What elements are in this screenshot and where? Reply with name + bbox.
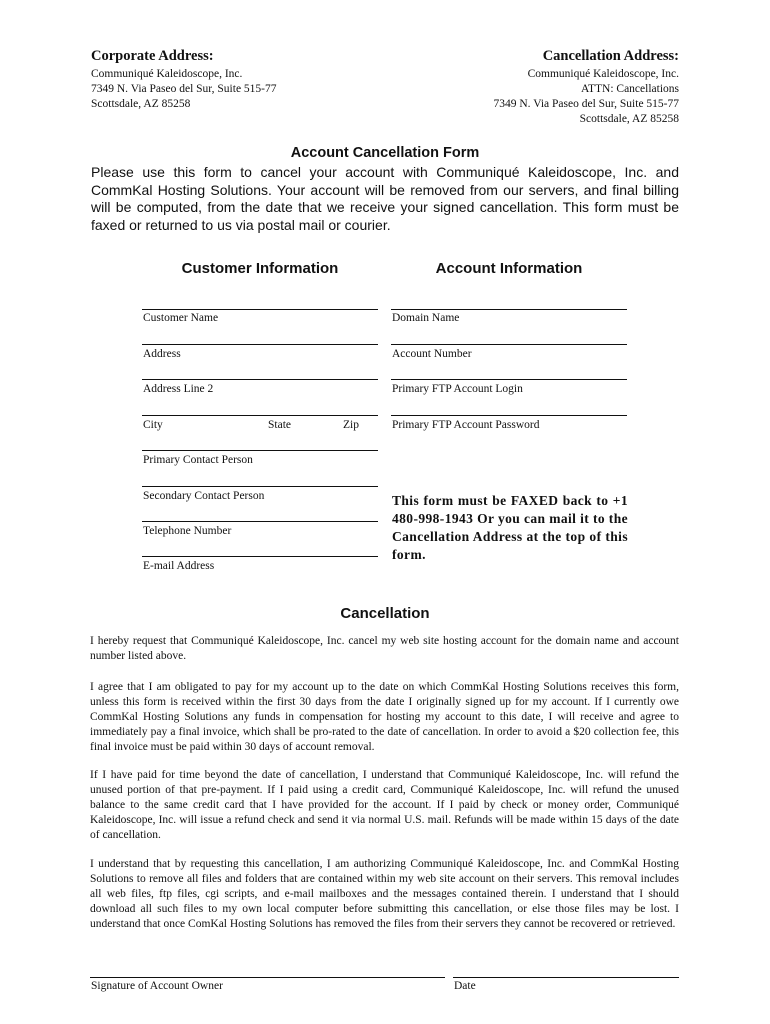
signature-line[interactable] [90, 977, 445, 978]
domain-name-label: Domain Name [392, 312, 460, 324]
secondary-contact-label: Secondary Contact Person [143, 490, 265, 502]
account-number-line[interactable] [391, 344, 627, 345]
date-label: Date [454, 980, 476, 992]
address-line-2-label: Address Line 2 [143, 383, 214, 395]
primary-contact-line[interactable] [142, 450, 378, 451]
address-line-2-line[interactable] [142, 379, 378, 380]
cancellation-paragraph: If I have paid for time beyond the date of cancellation, I understand that Communiqué Kaleidoscope, Inc. will refund the unused portion of that pre-payment. If I paid using a credit card, Communiqué Kaleidoscope, Inc. will refund the unused balance to the same credit card that I have provided for the account. If I paid by check or money order, Communiqué Kaleidoscope, Inc. will issue a refund check and send it via normal U.S. mail. Refunds will be made within 15 days of the date of cancellation. [90, 769, 679, 841]
ftp-password-line[interactable] [391, 415, 627, 416]
signature-label: Signature of Account Owner [91, 980, 223, 992]
form-title: Account Cancellation Form [290, 145, 480, 161]
primary-contact-label: Primary Contact Person [143, 454, 253, 466]
city-state-zip-line[interactable] [142, 415, 378, 416]
state-label: State [268, 419, 291, 431]
corporate-address-line: Scottsdale, AZ 85258 [91, 98, 191, 110]
address-line[interactable] [142, 344, 378, 345]
fax-instructions: This form must be FAXED back to +1 480-998-1943 Or you can mail it to the Cancellation Address at the top of this form. [392, 493, 628, 562]
cancellation-address-line: Communiqué Kaleidoscope, Inc. [527, 68, 679, 80]
cancellation-address-heading: Cancellation Address: [542, 48, 679, 64]
customer-info-heading: Customer Information [181, 260, 339, 277]
email-label: E-mail Address [143, 560, 215, 572]
corporate-address-line: 7349 N. Via Paseo del Sur, Suite 515-77 [91, 83, 277, 95]
date-line[interactable] [453, 977, 679, 978]
email-line[interactable] [142, 556, 378, 557]
cancellation-heading: Cancellation [340, 605, 430, 622]
customer-name-line[interactable] [142, 309, 378, 310]
zip-label: Zip [343, 419, 359, 431]
cancellation-paragraph: I understand that by requesting this cancellation, I am authorizing Communiqué Kaleidoscope, Inc. and CommKal Hosting Solutions to remove all files and folders that are contained within my web site account on their servers. This removal includes all web files, ftp files, cgi scripts, and e-mail mailboxes and the messages contained therein. I understand that I should download all such files to my own local computer before submitting this cancellation, or else those files may be lost. I understand that once ComKal Hosting Solutions has removed the files from their servers they cannot be recovered or retrieved. [90, 858, 679, 930]
ftp-password-label: Primary FTP Account Password [392, 419, 540, 431]
account-number-label: Account Number [392, 348, 472, 360]
customer-name-label: Customer Name [143, 312, 219, 324]
cancellation-paragraph: I hereby request that Communiqué Kaleidoscope, Inc. cancel my web site hosting account for the domain name and account number listed above. [90, 635, 679, 662]
city-label: City [143, 419, 163, 431]
ftp-login-label: Primary FTP Account Login [392, 383, 523, 395]
corporate-address-line: Communiqué Kaleidoscope, Inc. [91, 68, 243, 80]
telephone-label: Telephone Number [143, 525, 232, 537]
cancellation-paragraph: I agree that I am obligated to pay for my account up to the date on which CommKal Hosting Solutions receives this form, unless this form is received within the first 30 days from the date I originally signed up for my account. If I currently owe CommKal Hosting Solutions any funds in compensation for hosting my account to this date, I will receive and agree to immediately pay a final invoice, which shall be pro-rated to the date of cancellation. In order to avoid a $20 collection fee, this final invoice must be paid within 30 days of account removal. [90, 681, 679, 753]
cancellation-address-line: Scottsdale, AZ 85258 [579, 113, 679, 125]
account-info-heading: Account Information [435, 260, 583, 277]
corporate-address-heading: Corporate Address: [91, 48, 214, 64]
secondary-contact-line[interactable] [142, 486, 378, 487]
telephone-line[interactable] [142, 521, 378, 522]
cancellation-address-line: ATTN: Cancellations [580, 83, 679, 95]
form-intro: Please use this form to cancel your account with Communiqué Kaleidoscope, Inc. and CommKal Hosting Solutions. Your account will be removed from our servers, and final billing will be computed, from the date that we receive your signed cancellation. This form must be faxed or returned to us via postal mail or courier. [91, 164, 679, 233]
domain-name-line[interactable] [391, 309, 627, 310]
address-label: Address [143, 348, 181, 360]
ftp-login-line[interactable] [391, 379, 627, 380]
cancellation-address-line: 7349 N. Via Paseo del Sur, Suite 515-77 [493, 98, 679, 110]
